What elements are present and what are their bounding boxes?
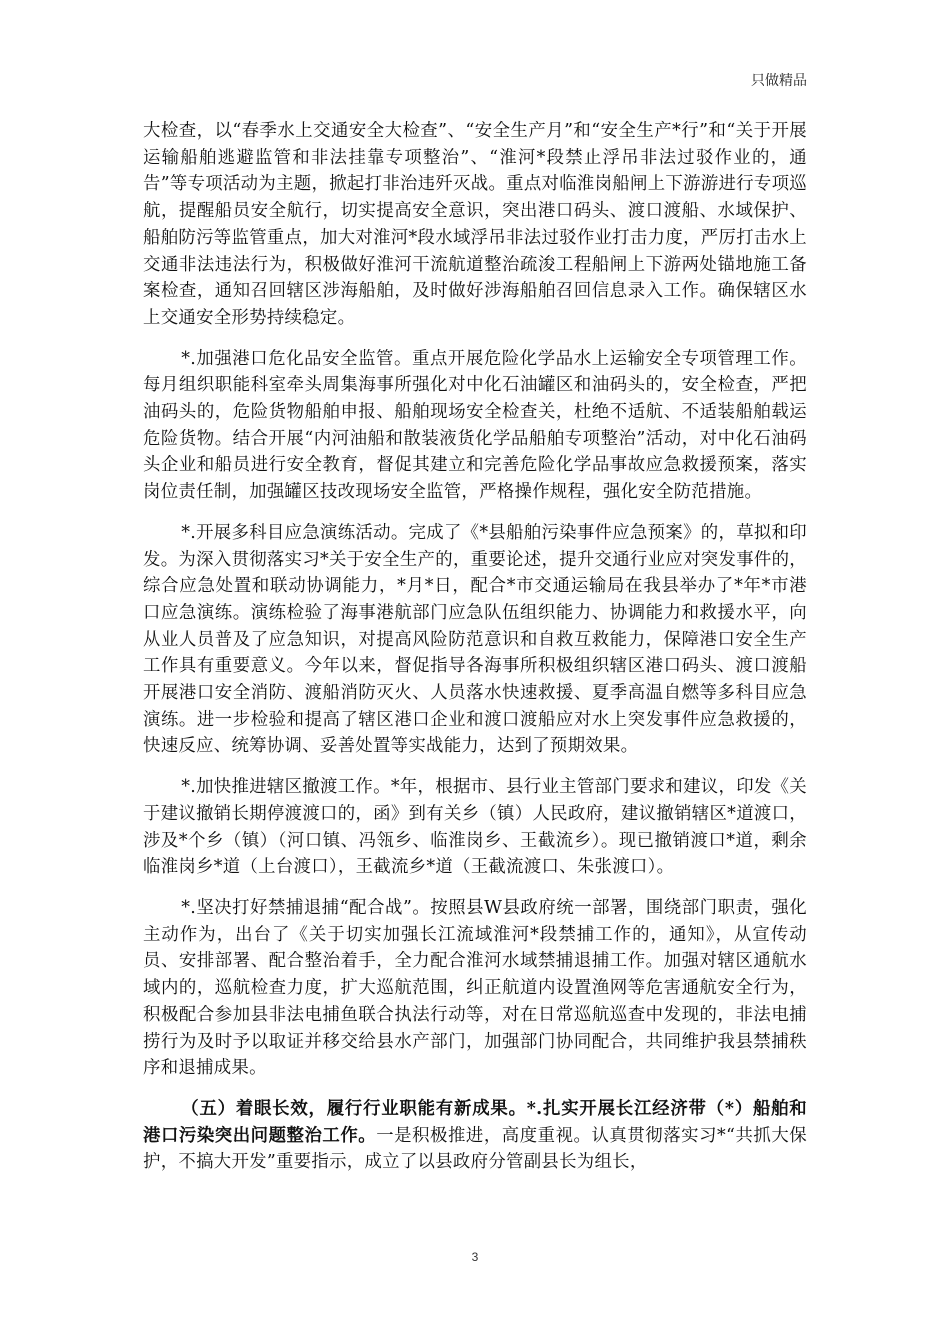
paragraph-5: *.坚决打好禁捕退捕“配合战”。按照县W县政府统一部署，围绕部门职责，强化主动作为，出台了《关于切实加强长江流域淮河*段禁捕工作的，通知》，从宣传动员、安排部署、配合整治着手，全力配合淮河水域禁捕退捕工作。加强对辖区通航水域内的，巡航检查力度，扩大巡航范围，纠正航道内设置渔网等危害通航安全行为，积极配合参加县非法电捕鱼联合执法行动等，对在日常巡航巡查中发现的，非法电捕捞行为及时予以取证并移交给县水产部门，加强部门协同配合，共同维护我县禁捕秩序和退捕成果。	[143, 897, 807, 1079]
header-text: 只做精品	[751, 73, 807, 89]
document-body	[143, 118, 807, 1190]
subsection-heading: *.扎实开展长江经济带（*）船舶和港口污染突出问题整治工作。	[143, 1098, 807, 1146]
section-heading: （五）着眼长效，履行行业职能有新成果。	[181, 1098, 527, 1119]
page-number: 3	[471, 1250, 479, 1264]
paragraph-4: *.加快推进辖区撤渡工作。*年，根据市、县行业主管部门要求和建议，印发《关于建议撤销长期停渡渡口的，函》到有关乡（镇）人民政府，建议撤销辖区*道渡口，涉及*个乡（镇）（河口镇、冯瓴乡、临淮岗乡、王截流乡）。现已撤销渡口*道，剩余临淮岗乡*道（上台渡口），王截流乡*道（王截流渡口、朱张渡口）。	[143, 777, 807, 878]
paragraph-1: 大检查，以“春季水上交通安全大检查”、“安全生产月”和“安全生产*行”和“关于开展运输船舶逃避监管和非法挂靠专项整治”、“淮河*段禁止浮吊非法过驳作业的，通告”等专项活动为主题，掀起打非治违歼灭战。重点对临淮岗船闸上下游游进行专项巡航，提醒船员安全航行，切实提高安全意识，突出港口码头、渡口渡船、水域保护、船舶防污等监管重点，加大对淮河*段水域浮吊非法过驳作业打击力度，严厉打击水上交通非法违法行为，积极做好淮河干流航道整治疏浚工程船闸上下游两处锚地施工备案检查，通知召回辖区涉海船舶，及时做好涉海船舶召回信息录入工作。确保辖区水上交通安全形势持续稳定。	[143, 121, 807, 328]
paragraph-6	[143, 1096, 807, 1176]
paragraph-3: *.开展多科目应急演练活动。完成了《*县船舶污染事件应急预案》的，草拟和印发。为深入贯彻落实习*关于安全生产的，重要论述，提升交通行业应对突发事件的，综合应急处置和联动协调能力，*月*日，配合*市交通运输局在我县举办了*年*市港口应急演练。演练检验了海事港航部门应急队伍组织能力、协调能力和救援水平，向从业人员普及了应急知识，对提高风险防范意识和自救互救能力，保障港口安全生产工作具有重要意义。今年以来，督促指导各海事所积极组织辖区港口码头、渡口渡船开展港口安全消防、渡船消防灭火、人员落水快速救援、夏季高温自燃等多科目应急演练。进一步检验和提高了辖区港口企业和渡口渡船应对水上突发事件应急救援的，快速反应、统筹协调、妥善处置等实战能力，达到了预期效果。	[143, 522, 807, 757]
paragraph-6-text: 一是积极推进，高度重视。认真贯彻落实习*“共抓大保护，不搞大开发”重要指示，成立了以县政府分管副县长为组长，	[143, 1125, 808, 1173]
paragraph-2: *.加强港口危化品安全监管。重点开展危险化学品水上运输安全专项管理工作。每月组织职能科室牵头周集海事所强化对中化石油罐区和油码头的，安全检查，严把油码头的，危险货物船舶申报、船舶现场安全检查关，杜绝不适航、不适装船舶载运危险货物。结合开展“内河油船和散装液货化学品船舶专项整治”活动，对中化石油码头企业和船员进行安全教育，督促其建立和完善危险化学品事故应急救援预案，落实岗位责任制，加强罐区技改现场安全监管，严格操作规程，强化安全防范措施。	[143, 348, 807, 503]
